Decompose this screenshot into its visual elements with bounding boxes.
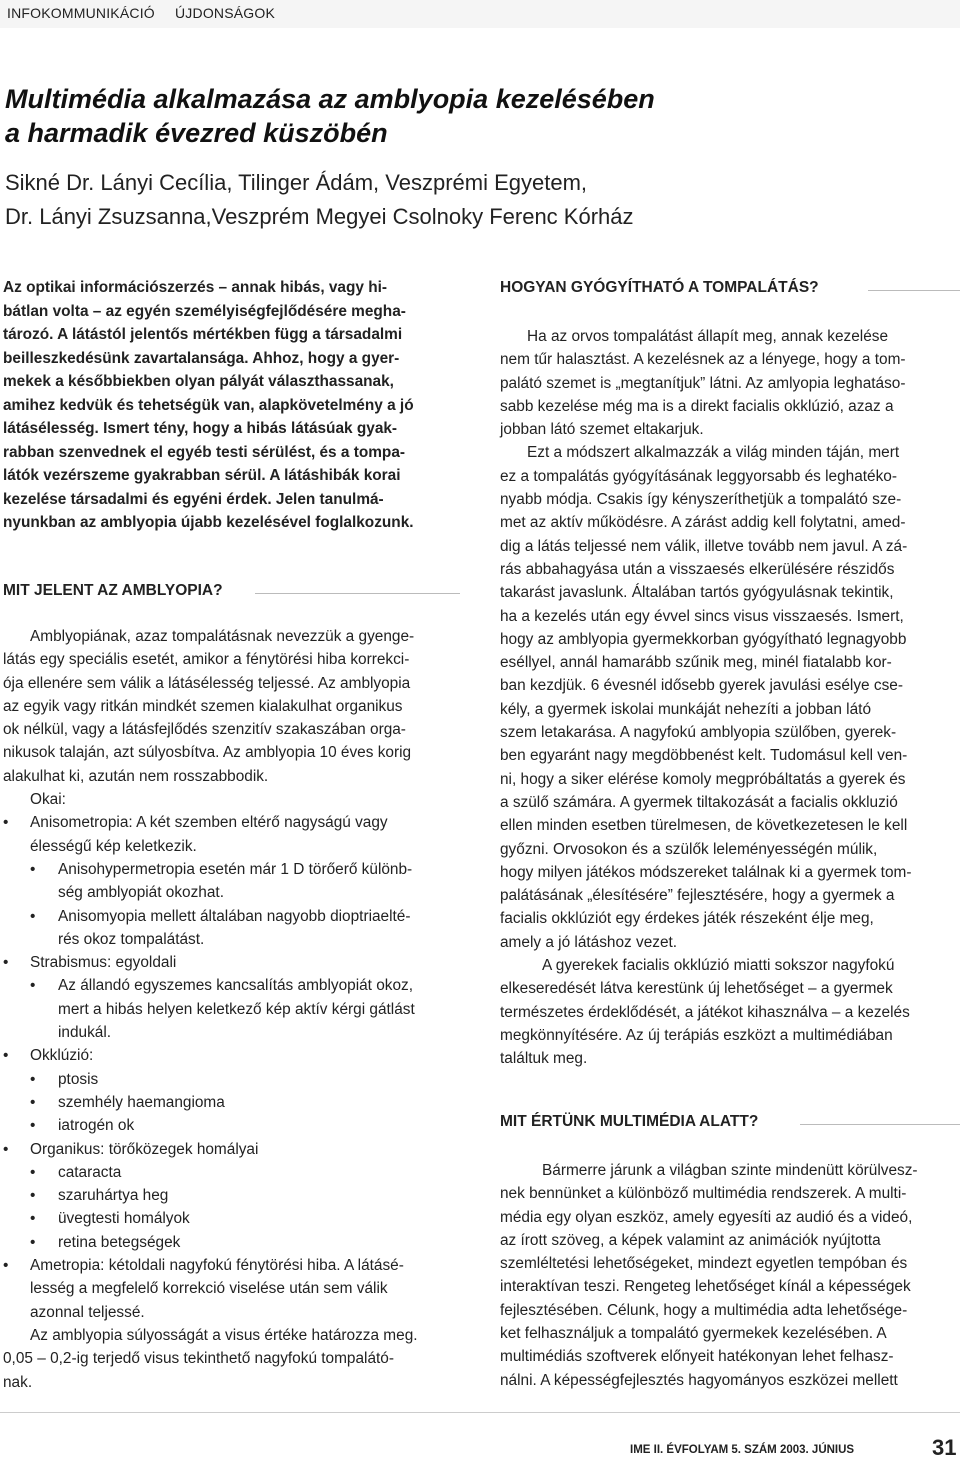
bullet-icon: • <box>30 1187 36 1205</box>
title-line: Multimédia alkalmazása az amblyopia kezelésében <box>5 84 655 114</box>
abstract <box>3 276 463 535</box>
list-item-continuation: rés okoz tompalátást. <box>58 930 205 948</box>
paragraph-line: szemléltetési lehetőségeket, mindezt egyetlen tempóban és <box>500 1255 908 1273</box>
authors-line: Dr. Lányi Zsuzsanna,Veszprém Megyei Csolnoky Ferenc Kórház <box>5 204 634 229</box>
bullet-icon: • <box>3 1047 9 1065</box>
list-item <box>3 1044 463 1067</box>
bullet-icon: • <box>30 1163 36 1181</box>
list-item-text: szaruhártya heg <box>58 1187 169 1205</box>
paragraph-line: természetes érdeklődését, a játékot kihasználva – a kezelés <box>500 1003 910 1021</box>
paragraph-line: rás abbahagyása után a visszaesés elkerülésére részidős <box>500 560 895 578</box>
abstract-line: beilleszkedésünk zavartalansága. Ahhoz, hogy a gyer- <box>3 349 400 367</box>
list-item-continuation: lesség a megfelelő korrekció viselése után sem válik <box>30 1280 388 1298</box>
list-item-continuation: ség amblyopiát okozhat. <box>58 884 224 902</box>
section-body-treatment <box>500 325 960 1071</box>
paragraph-line: sabb kezelése még ma is a direkt facialis okklúzió, azaz a <box>500 397 894 415</box>
journal-info: IME II. ÉVFOLYAM 5. SZÁM 2003. JÚNIUS <box>630 1444 855 1456</box>
list-item-text: Okklúzió: <box>30 1047 94 1065</box>
paragraph-line: ban kezdjük. 6 évesnél idősebb gyerek javulási esélye cse- <box>500 677 903 695</box>
abstract-line: látásélesség. Ismert tény, hogy a hibás látásúak gyak- <box>3 420 398 437</box>
paragraph-line: takarást javaslunk. Általában tartós gyógyulásnak tekintik, <box>500 584 894 602</box>
list-item <box>3 1091 463 1114</box>
list-item <box>3 951 463 974</box>
paragraph-line: ni, hogy a siker elérése komoly megpróbáltatás a gyerek és <box>500 770 906 788</box>
abstract-line: látók vezérszeme gyakrabban sérül. A látáshibák korai <box>3 467 401 484</box>
abstract-line: rabban szenvednek el egyéb testi sérülést, és a tompa- <box>3 443 406 461</box>
paragraph-line: palátó szemet is „megtanítjuk” látni. Az amlyopia leghatáso- <box>500 374 906 392</box>
paragraph-line: az egyik vagy ritkán mindkét szemen kialakulhat organikus <box>3 697 403 715</box>
paragraph-line: fejlesztésében. Célunk, hogy a multimédia adta lehetősége- <box>500 1301 908 1319</box>
section-label: INFOKOMMUNIKÁCIÓ <box>7 5 155 21</box>
abstract-line: kezelése társadalmi és egyéni érdek. Jelen tanulmá- <box>3 490 384 508</box>
paragraph-line: palátásának „élesítésére” fejlesztésére, hogy a gyermek a <box>500 887 895 905</box>
list-item-continuation: indukál. <box>58 1024 112 1042</box>
paragraph-line: az írott szöveg, a képek valamint az animációk nyújtotta <box>500 1231 881 1249</box>
paragraph-line: multimédiás szoftverek előnyeit hatékonyan lehet felhasz- <box>500 1348 894 1366</box>
paragraph-line: hogy milyen játékos módszereket találnak ki a gyermek tom- <box>500 863 912 881</box>
list-item-text: ptosis <box>58 1070 99 1088</box>
bullet-icon: • <box>30 860 36 878</box>
paragraph-line: Amblyopiának, azaz tompalátásnak nevezzük a gyenge- <box>30 628 415 645</box>
section-body-multimedia <box>500 1159 960 1392</box>
paragraph-line: met az aktív működésre. A zárást addig kell folytatni, amed- <box>500 514 906 532</box>
paragraph-line: ha a kezelés után egy évvel sincs visus visszaesés. Ismert, <box>500 607 904 625</box>
paragraph-line: nikusok talaján, azt súlyosbítva. Az amblyopia 10 éves korig <box>3 744 412 762</box>
list-item-text: Anisomyopia mellett általában nagyobb dioptriaelté- <box>58 907 411 925</box>
bullet-icon: • <box>3 1140 9 1158</box>
paragraph-line: 0,05 – 0,2-ig terjedő visus tekinthető nagyfokú tompalátó- <box>3 1350 394 1368</box>
list-item <box>3 1138 463 1161</box>
bullet-icon: • <box>30 1233 36 1251</box>
footer-rule <box>0 1412 960 1413</box>
list-item <box>3 1254 463 1277</box>
paragraph-line: nálni. A képességfejlesztés hagyományos eszközei mellett <box>500 1371 898 1389</box>
paragraph-line: Ezt a módszert alkalmazzák a világ minden táján, mert <box>527 444 900 462</box>
bullet-icon: • <box>30 1117 36 1135</box>
section-body-amblyopia <box>3 625 463 1394</box>
paragraph-line: média egy olyan eszköz, amely egyesíti az audió és a videó, <box>500 1208 913 1226</box>
paragraph-line: kély, a gyermek iskolai munkáját nehezíti a jobban látó <box>500 700 871 718</box>
list-item <box>3 1231 463 1254</box>
list-item <box>3 974 463 997</box>
paragraph-line: Ha az orvos tompalátást állapít meg, annak kezelése <box>527 328 889 345</box>
list-item <box>3 1184 463 1207</box>
paragraph-line: alakulhat ki, azután nem rosszabbodik. <box>3 767 269 785</box>
list-item <box>3 1161 463 1184</box>
abstract-line: bátlan volta – az egyén személyiségfejlődésére megha- <box>3 302 406 320</box>
abstract-line: mekek a későbbiekben olyan pályát választhassanak, <box>3 373 394 390</box>
paragraph-line: dig a látás teljessé nem válik, illetve tovább nem javul. A zá- <box>500 537 908 555</box>
page-number: 31 <box>932 1435 957 1460</box>
bullet-icon: • <box>30 977 36 995</box>
list-item-text: Ametropia: kétoldali nagyfokú fénytörési hiba. A látásé- <box>30 1257 404 1275</box>
list-item-text: üvegtesti homályok <box>58 1210 190 1228</box>
list-item <box>3 1114 463 1137</box>
paragraph-line: a szülő számára. A gyermek tiltakozását a facialis okkluzió <box>500 793 898 811</box>
title-line: a harmadik évezred küszöbén <box>5 118 388 148</box>
abstract-line: tározó. A látástól jelentős mértékben függ a társadalmi <box>3 326 403 343</box>
paragraph-line: facialis okklúziót egy érdekes játék részeként élje meg, <box>500 910 874 928</box>
paragraph-line: nak. <box>3 1373 33 1391</box>
list-item <box>3 811 463 834</box>
article-authors <box>5 166 905 234</box>
paragraph-line: interaktívan teszi. Rengeteg lehetőséget kínál a képességek <box>500 1278 911 1296</box>
paragraph-line: megkönnyítésére. Az új terápiás eszközt a multimédiában <box>500 1026 893 1044</box>
list-item-text: Organikus: törőközegek homályai <box>30 1140 259 1158</box>
paragraph-line: látás egy speciális esetét, amikor a fénytörési hiba korrekci- <box>3 651 410 669</box>
list-item-continuation: mert a hibás helyen keletkező kép aktív kérgi gátlást <box>58 1000 415 1018</box>
article-title <box>5 82 905 150</box>
paragraph-line: Az amblyopia súlyosságát a visus értéke határozza meg. <box>30 1326 418 1344</box>
list-item-continuation: élességű kép keletkezik. <box>30 837 197 855</box>
paragraph-line: ója ellenére sem válik a látásélesség teljessé. Az amblyopia <box>3 674 411 692</box>
paragraph-line: találtuk meg. <box>500 1050 588 1068</box>
paragraph-line: győzni. Orvosokon és a szülők leleményességén múlik, <box>500 840 878 858</box>
bullet-icon: • <box>30 1070 36 1088</box>
paragraph-line: nyabb módja. Csakis így kényszeríthetjük a tompalátó sze- <box>500 491 902 509</box>
list-item-text: Anisometropia: A két szemben eltérő nagyságú vagy <box>30 814 388 832</box>
list-item-text: cataracta <box>58 1163 122 1181</box>
bullet-icon: • <box>3 954 9 972</box>
paragraph-line: nek bennünket a különböző multimédia rendszerek. A multi- <box>500 1185 907 1203</box>
heading-rule <box>800 1124 960 1125</box>
paragraph-line: Okai: <box>30 791 66 809</box>
section-heading-multimedia: MIT ÉRTÜNK MULTIMÉDIA ALATT? <box>500 1113 759 1130</box>
heading-rule <box>868 290 960 291</box>
paragraph-line: elkeseredését látva kerestünk új lehetőséget – a gyermek <box>500 980 893 998</box>
list-item <box>3 858 463 881</box>
list-item <box>3 1068 463 1091</box>
list-item-text: retina betegségek <box>58 1233 181 1251</box>
section-heading-treatment: HOGYAN GYÓGYÍTHATÓ A TOMPALÁTÁS? <box>500 279 819 296</box>
paragraph-line: jobban látó szemet eltakarjuk. <box>500 421 704 439</box>
section-heading-amblyopia: MIT JELENT AZ AMBLYOPIA? <box>3 582 223 599</box>
subsection-label: ÚJDONSÁGOK <box>175 5 276 21</box>
paragraph-line: ket felhasználjuk a tompalátó gyermekek kezelésében. A <box>500 1325 887 1343</box>
list-item <box>3 1207 463 1230</box>
list-item-text: Strabismus: egyoldali <box>30 954 177 972</box>
paragraph-line: ez a tompalátás gyógyításának leggyorsabb és leghatéko- <box>500 467 897 485</box>
abstract-line: nyunkban az amblyopia újabb kezelésével foglalkozunk. <box>3 514 414 531</box>
bullet-icon: • <box>3 814 9 832</box>
heading-rule <box>255 593 460 594</box>
list-item-text: Az állandó egyszemes kancsalítás amblyopiát okoz, <box>58 977 414 995</box>
paragraph-line: ellen minden esetben türelmesen, de következetesen le kell <box>500 817 908 835</box>
abstract-line: Az optikai információszerzés – annak hibás, vagy hi- <box>3 279 388 296</box>
paragraph-line: A gyerekek facialis okklúzió miatti sokszor nagyfokú <box>542 957 895 975</box>
paragraph-line: eséllyel, annál hamarább szűnik meg, minél fiatalabb kor- <box>500 654 892 672</box>
paragraph-line: nem tűr halasztást. A kezelésnek az a lényege, hogy a tom- <box>500 351 906 369</box>
list-item-text: szemhély haemangioma <box>58 1093 225 1111</box>
paragraph-line: szem letakarása. A nagyfokú amblyopia szülőben, gyerek- <box>500 724 897 742</box>
authors-line: Sikné Dr. Lányi Cecília, Tilinger Ádám, Veszprémi Egyetem, <box>5 170 588 195</box>
list-item <box>3 905 463 928</box>
bullet-icon: • <box>30 1210 36 1228</box>
bullet-icon: • <box>3 1257 9 1275</box>
list-item-text: Anisohypermetropia esetén már 1 D törőerő különb- <box>58 860 413 878</box>
paragraph-line: hogy az amblyopia gyermekkorban gyógyítható legnagyobb <box>500 630 907 648</box>
abstract-line: amihez kedvük és tehetségük van, alapkövetelmény a jó <box>3 396 414 414</box>
paragraph-line: ok nélkül, vagy a látásfejlődés szenzitív szakaszában orga- <box>3 721 406 739</box>
paragraph-line: ben egyaránt nagy megdöbbenést kelt. Tudomásul kell ven- <box>500 747 908 765</box>
paragraph-line: amely a jó látáshoz vezet. <box>500 933 678 951</box>
bullet-icon: • <box>30 1093 36 1111</box>
list-item-continuation: azonnal teljessé. <box>30 1303 145 1321</box>
bullet-icon: • <box>30 907 36 925</box>
paragraph-line: Bármerre járunk a világban szinte mindenütt körülvesz- <box>542 1162 918 1179</box>
list-item-text: iatrogén ok <box>58 1117 135 1135</box>
